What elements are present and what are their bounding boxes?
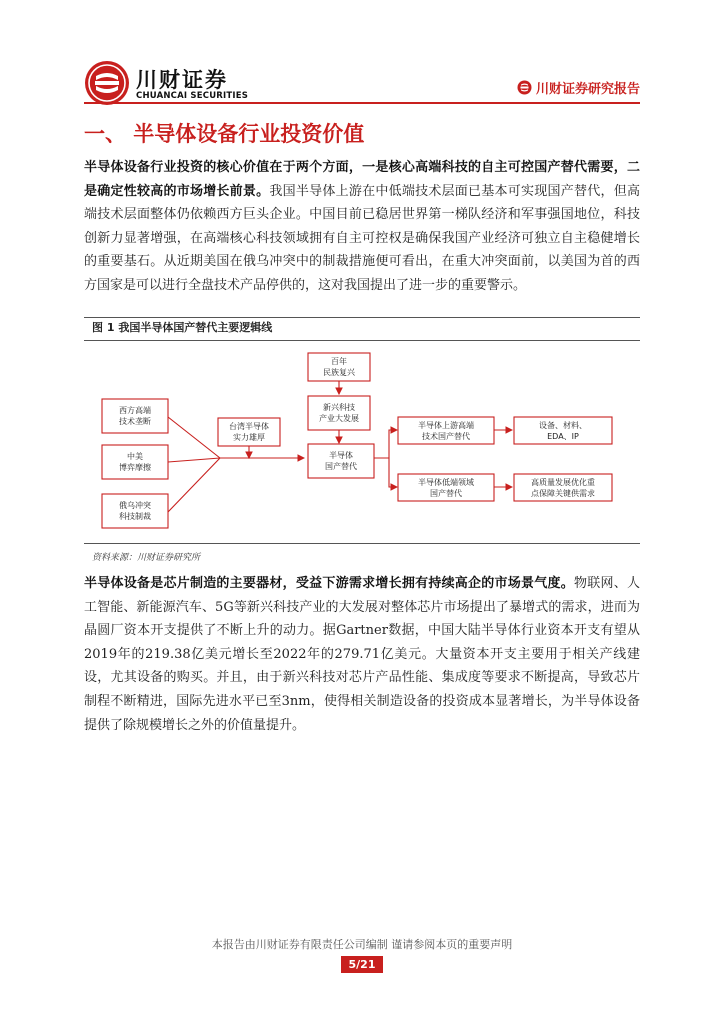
node-label-line: EDA、IP [547,432,579,441]
node-label-line: 半导体 [329,451,353,460]
page-number: 5/21 [341,956,383,973]
edge-china-us-to-hub [168,458,220,462]
section-title: 一、 半导体设备行业投资价值 [84,122,365,146]
company-name-en: CHUANCAI SECURITIES [136,91,249,101]
node-label-line: 新兴科技 [323,403,355,412]
report-type-label [517,78,640,97]
node-label-line: 中美 [127,452,143,461]
edge-domestic-to-lowend [374,458,397,487]
node-label-line: 台湾半导体 [229,422,269,431]
figure-source: 资料来源：川财证券研究所 [92,553,201,563]
node-label-line: 设备、材料、 [539,421,587,430]
node-domestic-sub [308,444,374,478]
node-label-line: 半导体上游高端 [418,421,474,430]
node-label-line: 技术国产替代 [422,432,470,441]
node-label-line: 百年 [331,357,347,366]
node-label-line: 俄乌冲突 [119,501,151,510]
figure-title: 图 1 我国半导体国产替代主要逻辑线 [92,321,273,334]
node-label-line: 点保障关键供需求 [531,489,595,498]
paragraph-equipment-demand [84,572,640,737]
footer-disclaimer: 本报告由川财证券有限责任公司编制 谨请参阅本页的重要声明 [211,938,513,951]
company-logo-icon [84,60,130,106]
node-label-line: 技术垄断 [119,417,151,426]
node-china-us [102,445,168,479]
edge-domestic-to-highend [374,430,397,458]
paragraph-investment-value [84,156,640,298]
node-label-line: 高质量发展优化重 [531,478,595,487]
report-type-text: 川财证券研究报告 [535,82,640,97]
node-label-line: 博弈摩擦 [119,463,151,472]
node-label-line: 国产替代 [430,489,462,498]
paragraph-2-body: 物联网、人工智能、新能源汽车、5G等新兴科技产业的大发展对整体芯片市场提出了暴增式的需求，进而为晶圆厂资本开支提供了不断上升的动力。据Gartner数据，中国大陆半导体行业资本开支有望从2019年的219.38亿美元增长至2022年的279.71亿美元。大量资本开支主要用于相关产线建设，尤其设备的购买。并且，由于新兴科技对芯片产品性能、集成度等要求不断提高，导致芯片制程不断精进，国际先进水平已至3nm，使得相关制造设备的投资成本显著增长，为半导体设备提供了除规模增长之外的价值量提升。 [84,576,640,733]
figure-bottom-rule [84,543,640,544]
node-label-line: 国产替代 [325,462,357,471]
node-label-line: 科技制裁 [119,512,151,521]
edge-russia-to-hub [168,458,220,512]
node-label-line: 实力雄厚 [233,433,265,442]
node-new-tech [308,396,370,430]
node-russia-ukraine [102,494,168,528]
paragraph-1-lead: 半导体设备行业投资的核心价值在于两个方面，一是核心高端科技的自主可控国产替代需要，二是确定性较高的市场增长前景。 [84,160,640,199]
logic-flow-diagram [84,344,640,540]
paragraph-1-body: 我国半导体上游在中低端技术层面已基本可实现国产替代，但高端技术层面整体仍依赖西方巨头企业。中国目前已稳居世界第一梯队经济和军事强国地位，科技创新力显著增强，在高端核心科技领域拥有自主可控权是确保我国产业经济可独立自主稳健增长的重要基石。从近期美国在俄乌冲突中的制裁措施便可看出，在重大冲突面前，以美国为首的西方国家是可以进行全盘技术产品停供的，这对我国提出了进一步的重要警示。 [84,183,640,293]
small-logo-icon [517,80,532,95]
header-divider [84,102,640,104]
paragraph-2-lead: 半导体设备是芯片制造的主要器材，受益下游需求增长拥有持续高企的市场景气度。 [84,576,574,591]
figure-rule [84,340,640,341]
node-west-tech [102,399,168,433]
node-label-line: 产业大发展 [319,414,359,423]
edge-west-to-hub [168,417,220,458]
node-label-line: 西方高端 [119,406,151,415]
node-label-line: 半导体低端领域 [418,478,474,487]
figure-top-rule [84,317,640,318]
node-label-line: 民族复兴 [323,368,355,377]
company-name-cn: 川财证券 [136,68,228,92]
